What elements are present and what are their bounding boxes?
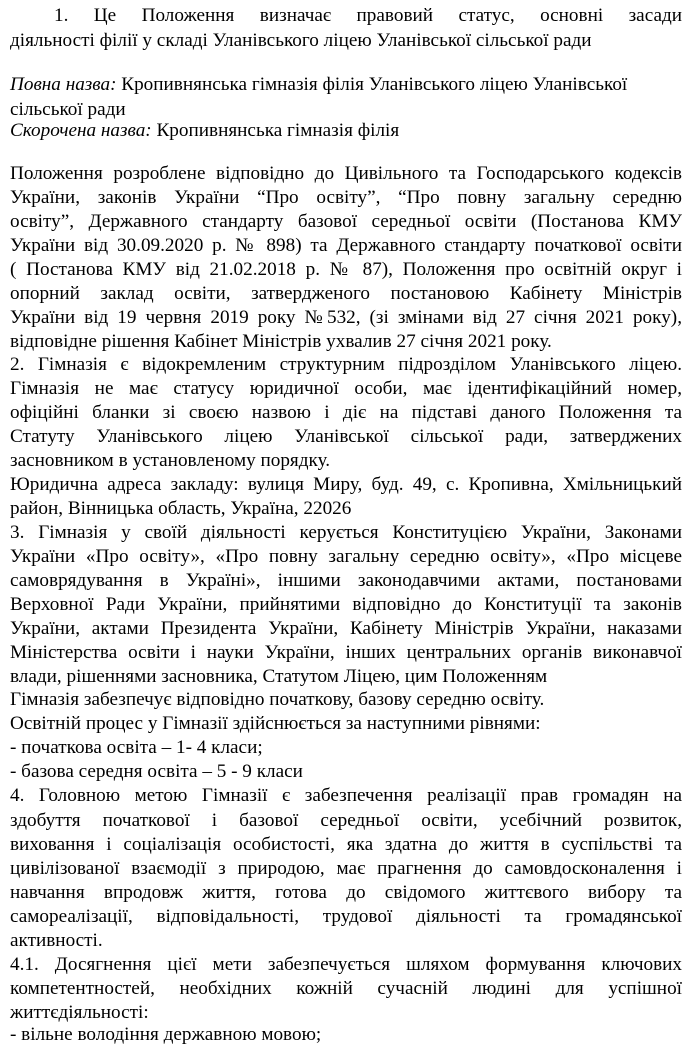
intro-line-1: 1. Це Положення визначає правовий статус, основні засади — [54, 5, 682, 26]
section-3-line: Верховної Ради України, прийнятими відповідно до Конституції та законів — [10, 594, 682, 615]
section-3-line: України, актами Президента України, Кабінету Міністрів України, наказами — [10, 618, 682, 639]
full-name-value: Кропивнянська гімназія філія Уланівського ліцею Уланівської — [121, 74, 628, 95]
section-2-line: 2. Гімназія є відокремленим структурним підрозділом Уланівського ліцею. — [10, 354, 682, 375]
short-name-label: Скорочена назва: — [10, 120, 152, 141]
section-2-line: Гімназія не має статусу юридичної особи, має ідентифікаційний номер, — [10, 378, 682, 399]
section-2-line: засновником в установленому порядку. — [10, 450, 331, 471]
short-name-value: Кропивнянська гімназія філія — [156, 120, 400, 141]
basis-line: ( Постанова КМУ від 21.02.2018 р. № 87), Положення про освітній округ і — [10, 259, 682, 280]
section-3-line: Міністерства освіти і науки України, інших центральних органів виконавчої — [10, 642, 682, 663]
address-line: Юридична адреса закладу: вулиця Миру, буд. 49, с. Кропивна, Хмільницький — [10, 474, 682, 495]
section-4-line: активності. — [10, 930, 103, 951]
section-2-line: офіційні бланки зі своєю назвою і діє на підставі даного Положення та — [10, 402, 682, 423]
section-4-line: самореалізації, відповідальності, трудової діяльності та громадянської — [10, 906, 682, 927]
section-4-1-line: 4.1. Досягнення цієї мети забезпечується шляхом формування ключових — [10, 954, 682, 975]
section-4-1-line: життєдіяльності: — [10, 1002, 149, 1023]
section-4-line: цивілізованої взаємодії з природою, має прагнення до самовдосконалення і — [10, 858, 682, 879]
section-4-line: виховання і соціалізація особистості, яка здатна до життя в суспільстві та — [10, 834, 682, 855]
education-level-item: - базова середня освіта – 5 - 9 класи — [10, 761, 303, 782]
section-3-line: 3. Гімназія у своїй діяльності керується Конституцією України, Законами — [10, 522, 682, 543]
education-provides: Гімназія забезпечує відповідно початкову, базову середню освіту. — [10, 689, 545, 710]
section-4-line: здобуття початкової і базової середньої освіти, усебічний розвиток, — [10, 810, 682, 831]
section-4-line: навчання впродовж життя, готова до свідомого життєвого вибору та — [10, 882, 682, 903]
basis-line: Положення розроблене відповідно до Цивільного та Господарського кодексів — [10, 163, 682, 184]
section-4-line: 4. Головною метою Гімназії є забезпечення реалізації прав громадян на — [10, 785, 682, 806]
section-2-line: Статуту Уланівського ліцею Уланівської сільської ради, затверджених — [10, 426, 682, 447]
basis-line: освіту”, Державного стандарту базової середньої освіти (Постанова КМУ — [10, 211, 682, 232]
section-3-line: влади, рішеннями засновника, Статутом Ліцею, цим Положенням — [10, 666, 548, 687]
full-name-value-cont: сільської ради — [10, 99, 126, 120]
full-name-line — [10, 72, 682, 97]
document-page — [10, 0, 682, 1045]
section-3-line: України «Про освіту», «Про повну загальну середню освіту», «Про місцеве — [10, 546, 682, 567]
section-3-line: самоврядування в Україні», іншими законодавчими актами, постановами — [10, 570, 682, 591]
basis-line: опорний заклад освіти, затвердженого постановою Кабінету Міністрів — [10, 283, 682, 304]
section-4-1-line: компетентностей, необхідних кожній сучасній людині для успішної — [10, 978, 682, 999]
education-level-item: - початкова освіта – 1- 4 класи; — [10, 737, 263, 758]
competence-item: - вільне володіння державною мовою; — [10, 1024, 322, 1045]
education-levels-intro: Освітній процес у Гімназії здійснюється за наступними рівнями: — [10, 713, 541, 734]
basis-line: України від 19 червня 2019 року №532, (зі змінами від 27 січня 2021 року), — [10, 307, 682, 328]
short-name-line — [10, 118, 682, 143]
full-name-label: Повна назва: — [10, 74, 117, 95]
basis-line: України від 30.09.2020 р. № 898) та Державного стандарту початкової освіти — [10, 235, 682, 256]
address-line: район, Вінницька область, Україна, 22026 — [10, 498, 352, 519]
basis-line: України, законів України “Про освіту”, “Про повну загальну середню — [10, 187, 682, 208]
basis-line: відповідне рішення Кабінет Міністрів ухвалив 27 січня 2021 року. — [10, 331, 552, 352]
intro-line-2: діяльності філії у складі Уланівського ліцею Уланівської сільської ради — [10, 30, 592, 51]
